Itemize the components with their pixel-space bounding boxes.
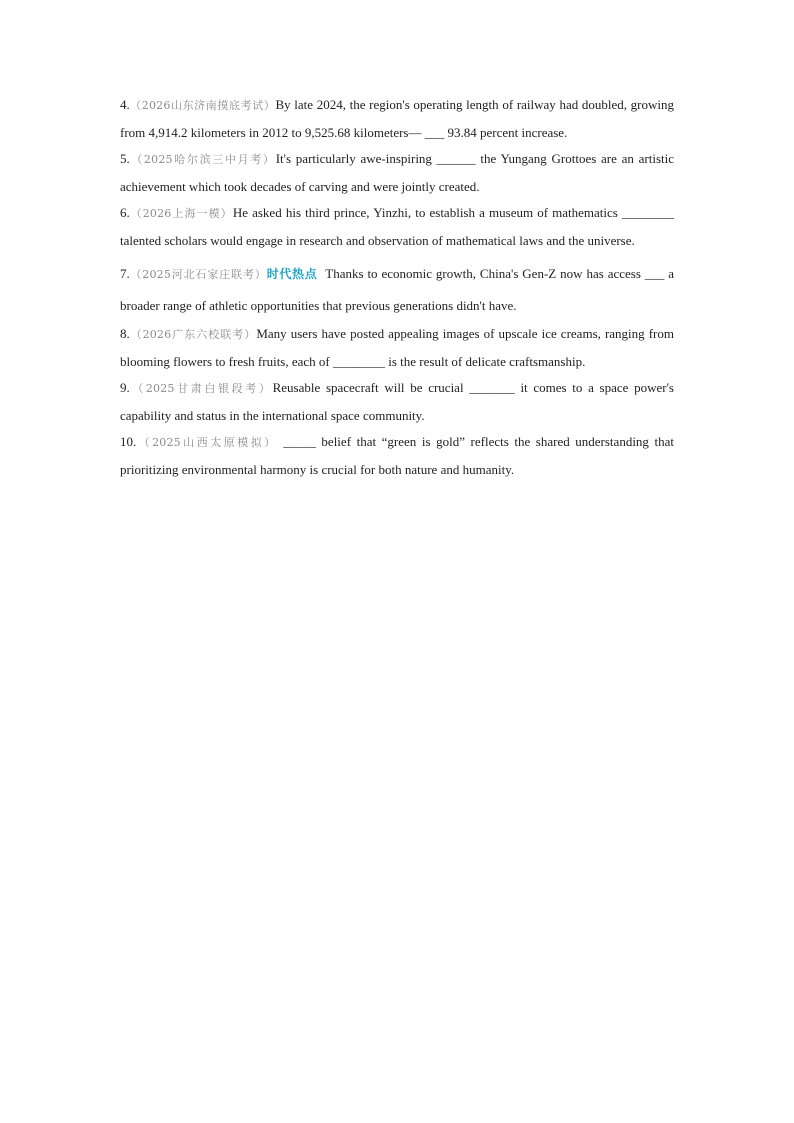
hot-topic-tag: 时代热点 [266,267,318,281]
question-8 [120,321,674,375]
question-source: （2026山东济南摸底考试） [129,99,276,112]
question-number: 6. [120,205,130,220]
question-text: Reusable spacecraft will be crucial _______ it comes to a space power's capability and status in the international space community. [120,380,674,423]
question-list [120,92,674,483]
question-6 [120,200,674,254]
question-5 [120,146,674,200]
question-text: He asked his third prince, Yinzhi, to establish a museum of mathematics ________ talented scholars would engage in research and observation of mathematical laws and the universe. [120,205,674,248]
question-text: Thanks to economic growth, China's Gen-Z now has access ___ a broader range of athletic opportunities that previous generations didn't have. [120,266,675,313]
question-source: （2025山西太原模拟） [136,436,278,449]
question-number: 7. [120,266,130,281]
question-number: 5. [120,151,130,166]
question-4 [120,92,674,146]
question-7 [120,258,674,321]
question-9 [120,375,674,429]
question-source: （2026广东六校联考） [129,328,257,341]
question-text: By late 2024, the region's operating length of railway had doubled, growing from 4,914.2 kilometers in 2012 to 9,525.68 kilometers— ___ 93.84 percent increase. [120,97,675,140]
question-10 [120,429,674,483]
question-text: _____ belief that “green is gold” reflects the shared understanding that prioritizing environmental harmony is crucial for both nature and humanity. [120,434,674,477]
question-source: （2025河北石家庄联考） [129,268,267,281]
question-source: （2026上海一模） [129,207,233,220]
question-number: 9. [120,380,130,395]
question-source: （2025甘肃白银段考） [129,382,273,395]
question-number: 8. [120,326,130,341]
question-number: 4. [120,97,130,112]
question-text: It's particularly awe-inspiring ______ the Yungang Grottoes are an artistic achievement which took decades of carving and were jointly created. [120,151,675,194]
question-text: Many users have posted appealing images of upscale ice creams, ranging from blooming flowers to fresh fruits, each of ________ is the result of delicate craftsmanship. [120,326,674,369]
question-number: 10. [120,434,137,449]
question-source: （2025哈尔滨三中月考） [129,153,276,166]
